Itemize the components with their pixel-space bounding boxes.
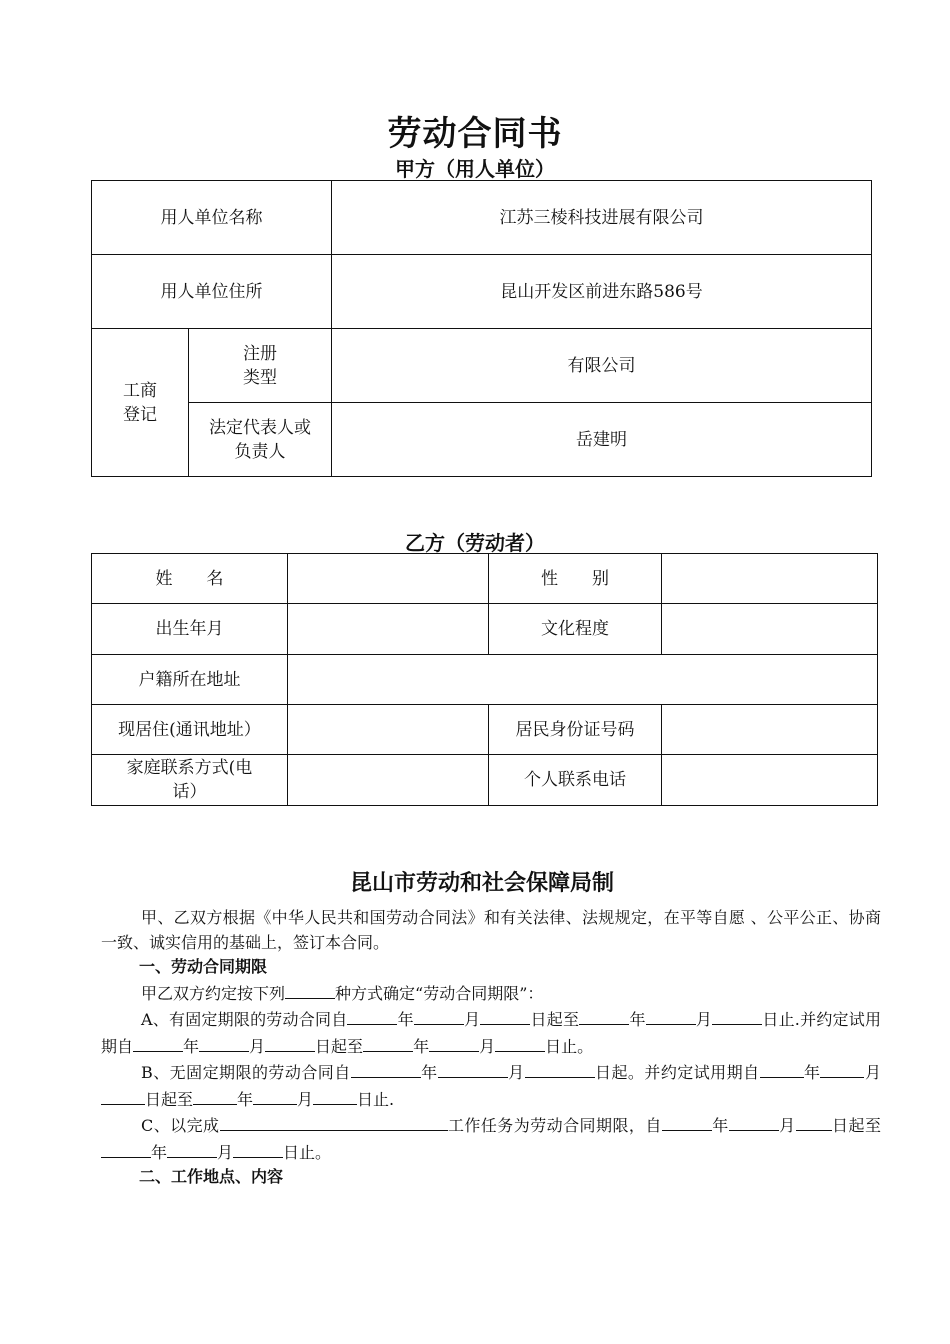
blank <box>429 1033 479 1052</box>
year-text: 年 <box>151 1142 168 1162</box>
day-text: 日起至 <box>145 1089 194 1109</box>
month-text: 月 <box>479 1036 496 1056</box>
education-field <box>662 604 878 655</box>
gender-field <box>662 554 878 604</box>
month-text: 月 <box>297 1089 314 1109</box>
personal-phone-field <box>662 755 878 806</box>
party-b-heading: 乙方（劳动者） <box>405 531 545 555</box>
option-c-text: C、以完成 <box>141 1116 220 1135</box>
blank <box>101 1086 145 1105</box>
year-text: 年 <box>420 1063 438 1082</box>
option-b-text: B、无固定期限的劳动合同自 <box>141 1063 351 1082</box>
term-method-text: 种方式确定“劳动合同期限”： <box>335 983 544 1003</box>
probation-text: 期自 <box>726 1063 760 1082</box>
party-b-table <box>91 553 878 806</box>
day-text: 日止。 <box>283 1142 332 1162</box>
blank <box>199 1033 249 1052</box>
year-text: 年 <box>397 1010 414 1029</box>
blank <box>760 1059 804 1078</box>
day-text: 日止。 <box>545 1036 594 1056</box>
month-text: 月 <box>778 1116 796 1135</box>
birth-label: 出生年月 <box>92 604 288 655</box>
probation-text: 并约定试用 <box>644 1063 727 1082</box>
residence-label: 现居住(通讯地址） <box>92 705 288 755</box>
month-text: 月 <box>249 1036 266 1056</box>
option-a-text: A、有固定期限的劳动合同自 <box>141 1010 348 1029</box>
day-text: 日止. <box>357 1089 395 1109</box>
option-c-line <box>101 1112 881 1165</box>
intro-paragraph: 甲、乙双方根据《中华人民共和国劳动合同法》和有关法律、法规规定，在平等自愿 、公平公正、协商一致、诚实信用的基础上，签订本合同。 <box>101 908 881 952</box>
day-text: 日起至 <box>831 1116 881 1135</box>
blank <box>347 1006 397 1025</box>
year-text: 年 <box>629 1010 646 1029</box>
year-text: 年 <box>237 1089 254 1109</box>
id-label: 居民身份证号码 <box>489 705 662 755</box>
probation-text: 并约定试用期自 <box>101 1010 881 1056</box>
reg-type-label: 注册 类型 <box>189 329 332 403</box>
blank <box>351 1059 421 1078</box>
contract-body <box>101 906 881 1190</box>
employer-address-label: 用人单位住所 <box>92 255 332 329</box>
blank <box>233 1139 283 1158</box>
option-b-line <box>101 1059 881 1112</box>
blank <box>579 1006 629 1025</box>
employer-name-label: 用人单位名称 <box>92 181 332 255</box>
name-label: 姓 名 <box>92 554 288 604</box>
employer-name-value: 江苏三棱科技进展有限公司 <box>332 181 872 255</box>
blank <box>193 1086 237 1105</box>
blank <box>525 1059 595 1078</box>
option-a-line <box>101 1006 881 1059</box>
blank <box>820 1059 864 1078</box>
month-text: 月 <box>217 1142 234 1162</box>
option-c-text: 工作任务为劳动合同期限，自 <box>447 1116 662 1135</box>
blank <box>167 1139 217 1158</box>
registration-label: 工商 登记 <box>92 329 189 477</box>
party-a-table <box>91 180 872 477</box>
section-1-title: 一、劳动合同期限 <box>139 957 268 976</box>
blank <box>796 1112 832 1131</box>
blank <box>133 1033 183 1052</box>
month-text: 月 <box>463 1010 481 1029</box>
residence-field <box>288 705 489 755</box>
blank <box>253 1086 297 1105</box>
year-text: 年 <box>711 1116 729 1135</box>
legal-rep-label: 法定代表人或 负责人 <box>189 403 332 477</box>
blank <box>662 1112 712 1131</box>
education-label: 文化程度 <box>489 604 662 655</box>
blank <box>313 1086 357 1105</box>
legal-rep-value: 岳建明 <box>332 403 872 477</box>
day-text: 日起至 <box>315 1036 364 1056</box>
blank <box>363 1033 413 1052</box>
month-text: 月 <box>864 1063 881 1082</box>
personal-phone-label: 个人联系电话 <box>489 755 662 806</box>
hukou-label: 户籍所在地址 <box>92 655 288 705</box>
month-text: 月 <box>695 1010 713 1029</box>
year-text: 年 <box>183 1036 200 1056</box>
blank <box>646 1006 696 1025</box>
issuing-bureau: 昆山市劳动和社会保障局制 <box>350 871 615 896</box>
term-method-text: 甲乙双方约定按下列 <box>141 983 286 1003</box>
document-title: 劳动合同书 <box>387 114 563 154</box>
day-text: 日起。 <box>594 1063 645 1082</box>
blank <box>220 1112 448 1131</box>
blank <box>712 1006 762 1025</box>
blank <box>438 1059 508 1078</box>
birth-field <box>288 604 489 655</box>
blank <box>495 1033 545 1052</box>
hukou-field <box>288 655 878 705</box>
reg-type-value: 有限公司 <box>332 329 872 403</box>
blank <box>285 980 335 999</box>
name-field <box>288 554 489 604</box>
year-text: 年 <box>803 1063 821 1082</box>
blank <box>414 1006 464 1025</box>
blank <box>480 1006 530 1025</box>
blank <box>729 1112 779 1131</box>
day-text: 日止. <box>762 1010 800 1029</box>
month-text: 月 <box>507 1063 525 1082</box>
home-phone-field <box>288 755 489 806</box>
home-phone-label: 家庭联系方式(电 话） <box>92 755 288 806</box>
employer-address-value: 昆山开发区前进东路586号 <box>332 255 872 329</box>
gender-label: 性 别 <box>489 554 662 604</box>
year-text: 年 <box>413 1036 430 1056</box>
id-field <box>662 705 878 755</box>
section-2-title: 二、工作地点、内容 <box>139 1167 284 1186</box>
blank <box>265 1033 315 1052</box>
blank <box>101 1139 151 1158</box>
day-text: 日起至 <box>530 1010 580 1029</box>
term-method-line <box>101 980 881 1007</box>
party-a-heading: 甲方（用人单位） <box>395 157 555 181</box>
